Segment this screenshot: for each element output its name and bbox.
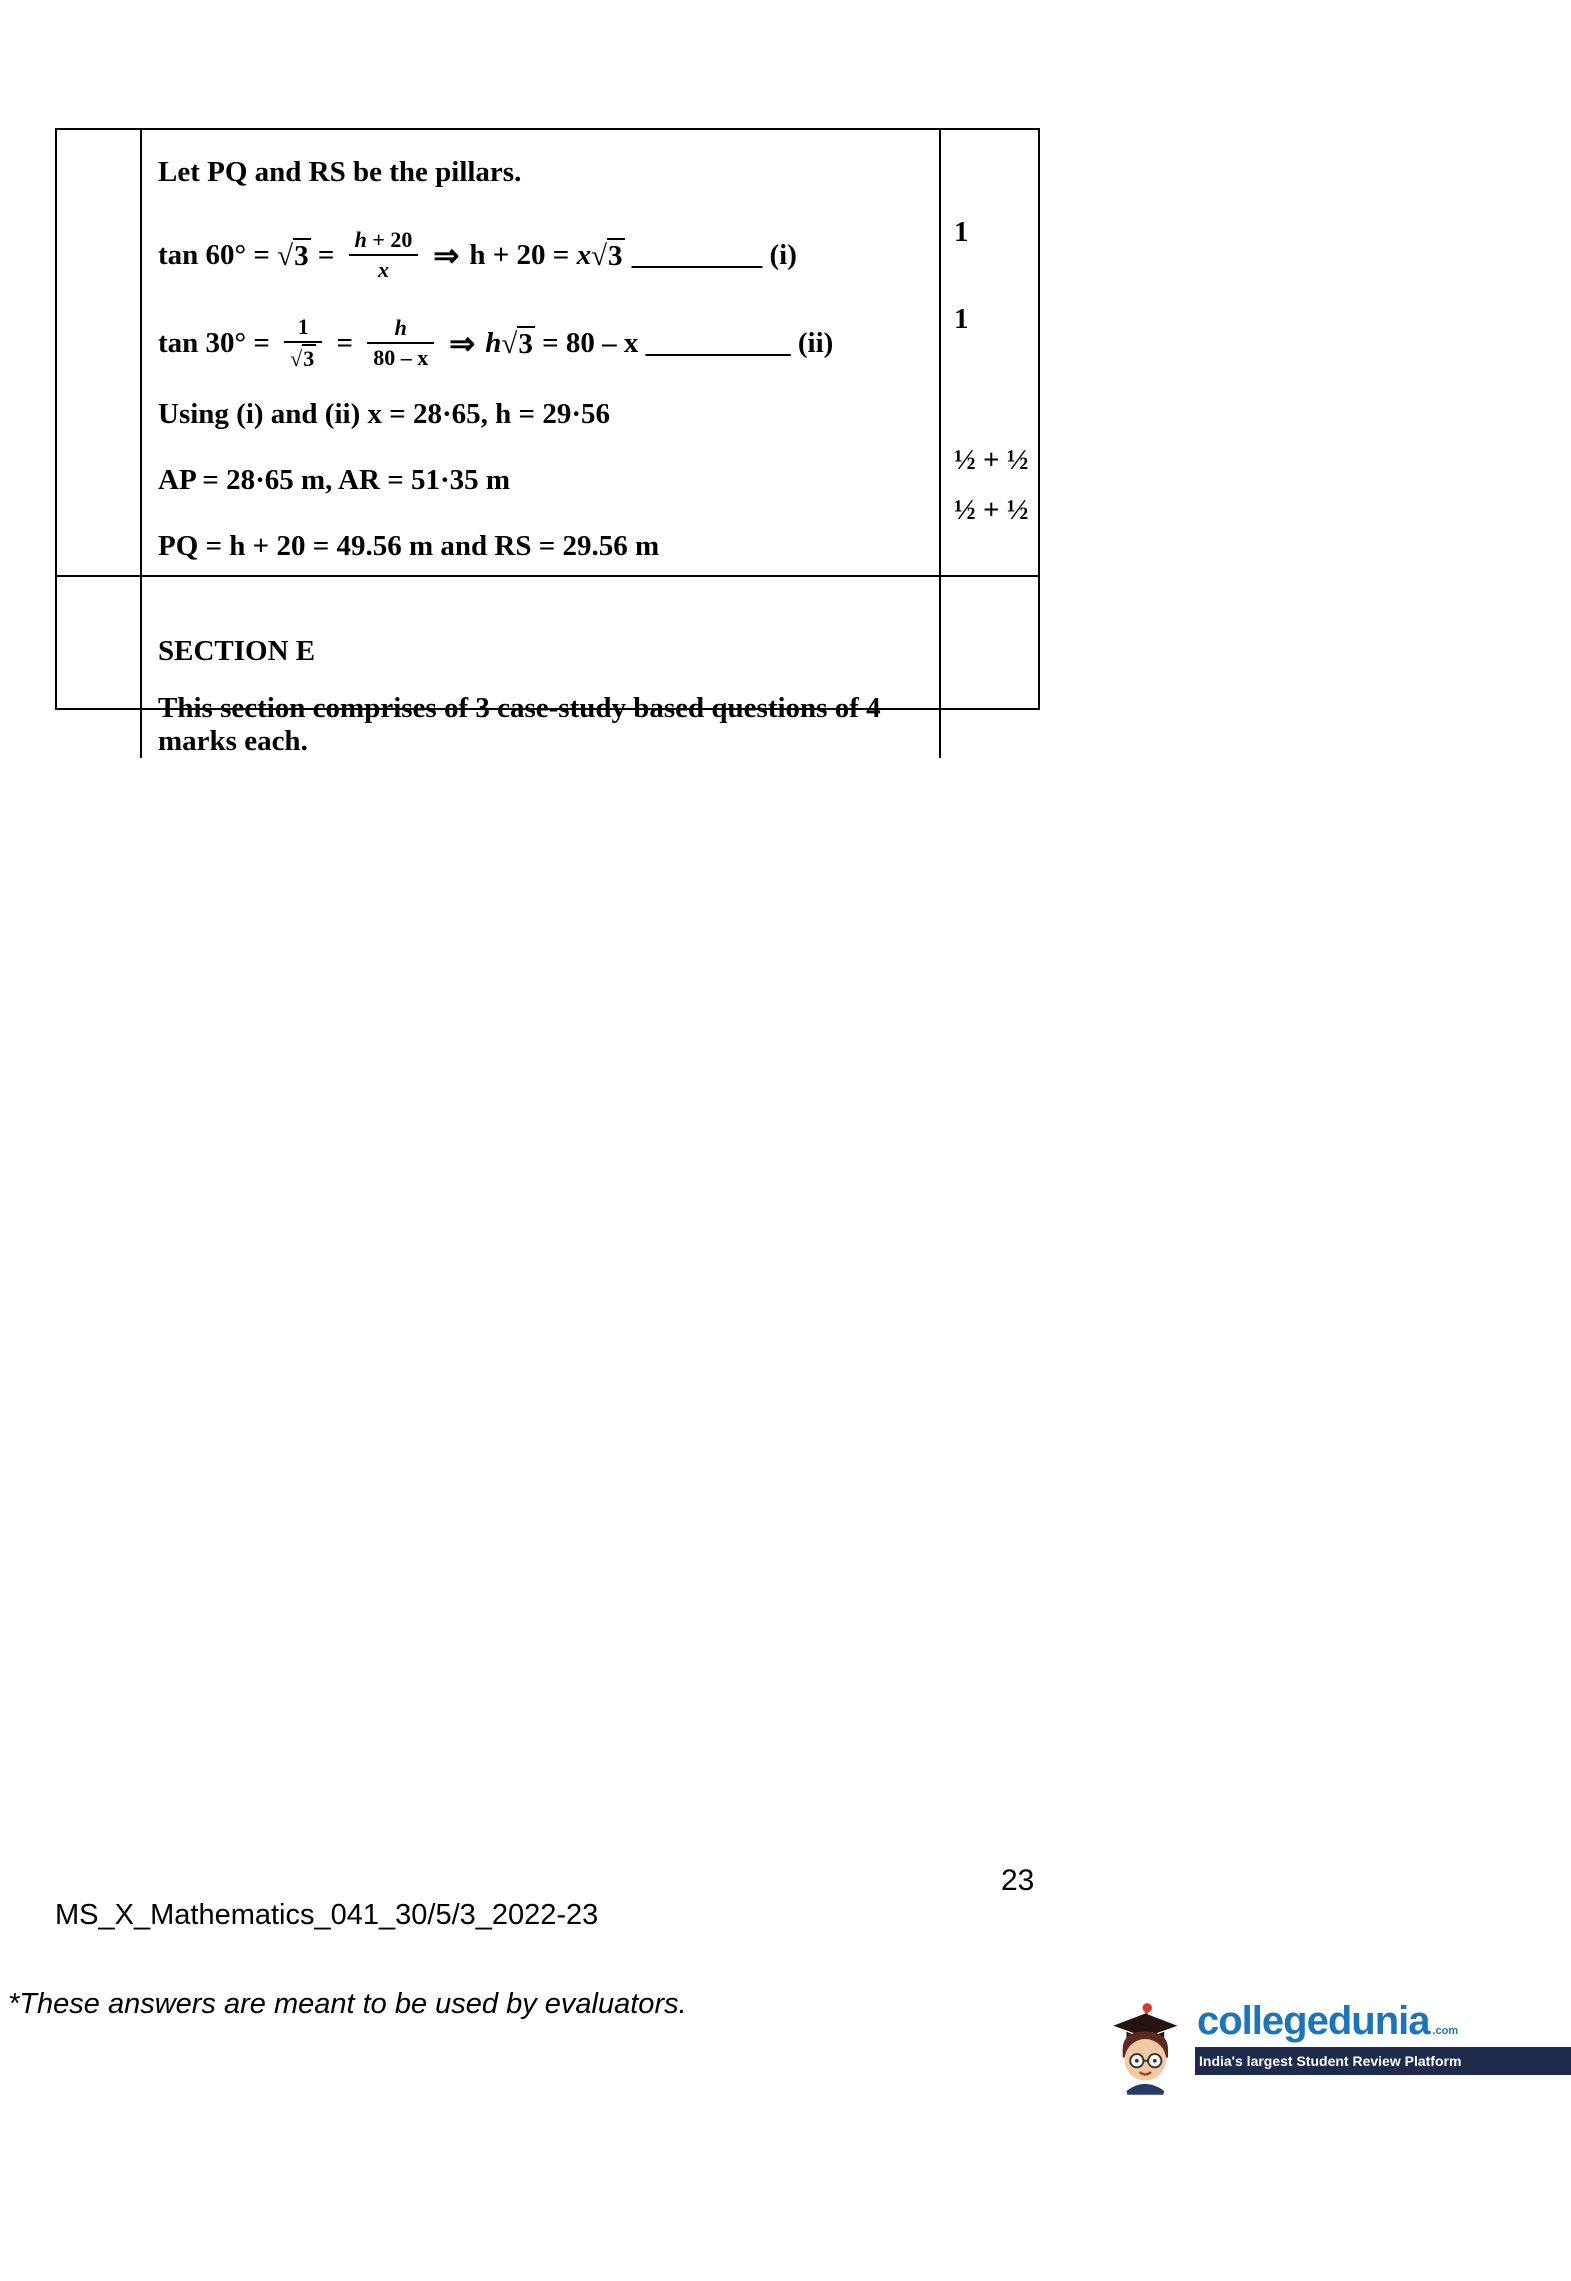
- marks-cell: [941, 130, 1038, 596]
- mark-eq1: 1: [954, 216, 969, 248]
- marks-cell-empty: [941, 577, 1038, 758]
- collegedunia-logo: [1100, 2000, 1571, 2100]
- sqrt-3: √3: [501, 327, 533, 360]
- eq1-mid: h + 20 =: [469, 238, 577, 271]
- implies-arrow: ⇒: [449, 326, 476, 361]
- brand-tagline: India's largest Student Review Platform: [1195, 2047, 1571, 2075]
- question-number-cell: [57, 577, 142, 758]
- section-heading: SECTION E: [158, 635, 316, 667]
- equation-i: [158, 222, 921, 288]
- eq2-blank: __________: [645, 326, 798, 359]
- solution-step-ap-ar: AP = 28·65 m, AR = 51·35 m: [158, 464, 511, 496]
- eq1-equals: =: [310, 238, 342, 271]
- brand-name: collegedunia: [1197, 1999, 1430, 2043]
- eq2-mid: = 80 – x: [534, 326, 646, 359]
- section-cell: [142, 577, 941, 758]
- solution-row: [57, 130, 1038, 577]
- sqrt-3: √3: [277, 239, 309, 272]
- sqrt-3: √3: [591, 239, 623, 272]
- solution-cell: [142, 130, 941, 596]
- page-number: 23: [1001, 1864, 1035, 1897]
- eq2-lhs: tan 30° =: [158, 326, 278, 359]
- section-row: [57, 577, 1038, 757]
- eq2-tag: (ii): [797, 326, 834, 359]
- mark-ap-ar: ½ + ½: [954, 444, 1029, 476]
- eq2-equals: =: [329, 326, 361, 359]
- fraction-h-80x: $\frac{h}{80 - x}$: [367, 314, 434, 373]
- eq1-blank: _________: [624, 238, 770, 271]
- question-number-cell: [57, 130, 142, 596]
- logo-text-block: [1195, 2000, 1571, 2075]
- eq1-tag: (i): [769, 238, 797, 271]
- eq1-lhs: tan 60° =: [158, 238, 278, 271]
- eq2-h: h: [485, 326, 502, 359]
- mark-eq2: 1: [954, 303, 969, 335]
- mark-pq-rs: ½ + ½: [954, 494, 1029, 526]
- solution-step-pq-rs: PQ = h + 20 = 49.56 m and RS = 29.56 m: [158, 530, 660, 562]
- solution-intro: Let PQ and RS be the pillars.: [158, 156, 522, 188]
- fraction-1-sqrt3: $\frac{1}{√3}$: [284, 313, 322, 374]
- implies-arrow: ⇒: [433, 238, 460, 273]
- answer-table: [55, 128, 1040, 757]
- solution-step-using: Using (i) and (ii) x = 28·65, h = 29·56: [158, 398, 610, 430]
- mascot-icon: [1100, 2000, 1185, 2100]
- eq1-x: x: [576, 238, 592, 271]
- brand-domain-suffix: .com: [1432, 2025, 1459, 2037]
- fraction-h20-x: $\frac{h + 20}{x}$: [349, 226, 419, 285]
- brand-row: [1195, 2000, 1571, 2042]
- document-code: MS_X_Mathematics_041_30/5/3_2022-23: [55, 1899, 599, 1931]
- equation-ii: [158, 310, 921, 376]
- section-description: This section comprises of 3 case-study based questions of 4 marks each.: [158, 692, 881, 757]
- evaluator-note: *These answers are meant to be used by evaluators.: [8, 1988, 687, 2020]
